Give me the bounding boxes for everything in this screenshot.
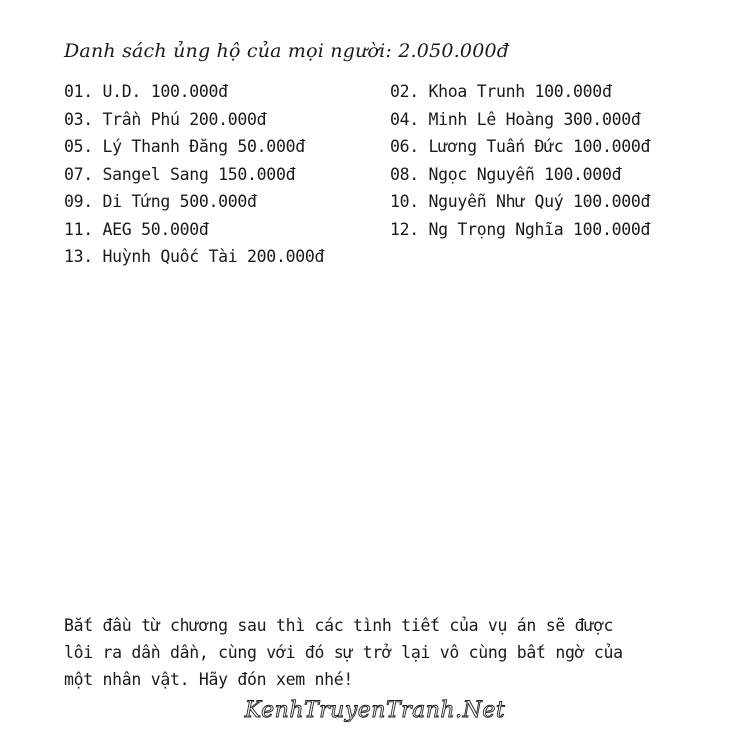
donor-entry: 02. Khoa Trunh 100.000đ bbox=[390, 82, 612, 101]
announcement-message bbox=[64, 612, 704, 693]
donor-entry: 11. AEG 50.000đ bbox=[64, 219, 209, 239]
donor-entry: 03. Trần Phú 200.000đ bbox=[64, 109, 267, 129]
message-line: lôi ra dần dần, cùng với đó sự trở lại vô cùng bất ngờ của bbox=[64, 643, 623, 662]
donor-entry: 01. U.D. 100.000đ bbox=[64, 82, 228, 101]
donor-entry: 09. Di Tứng 500.000đ bbox=[64, 192, 257, 211]
donor-entry: 06. Lương Tuấn Đức 100.000đ bbox=[390, 137, 651, 156]
donor-entry: 10. Nguyễn Như Quý 100.000đ bbox=[390, 192, 651, 211]
donor-entry: 07. Sangel Sang 150.000đ bbox=[64, 164, 296, 184]
donor-entry: 13. Huỳnh Quốc Tài 200.000đ bbox=[64, 247, 325, 266]
donation-list-title: Danh sách ủng hộ của mọi người: 2.050.000đ bbox=[64, 40, 510, 62]
donor-entry: 12. Ng Trọng Nghĩa 100.000đ bbox=[390, 219, 651, 239]
donor-entry: 08. Ngọc Nguyễn 100.000đ bbox=[390, 164, 622, 184]
message-line: Bắt đầu từ chương sau thì các tình tiết của vụ án sẽ được bbox=[64, 616, 614, 635]
message-line: một nhân vật. Hãy đón xem nhé! bbox=[64, 670, 354, 689]
site-watermark: KenhTruyenTranh.Net bbox=[244, 698, 506, 723]
donor-list bbox=[64, 78, 704, 271]
donor-entry: 04. Minh Lê Hoàng 300.000đ bbox=[390, 109, 641, 129]
donor-entry: 05. Lý Thanh Đăng 50.000đ bbox=[64, 137, 305, 156]
